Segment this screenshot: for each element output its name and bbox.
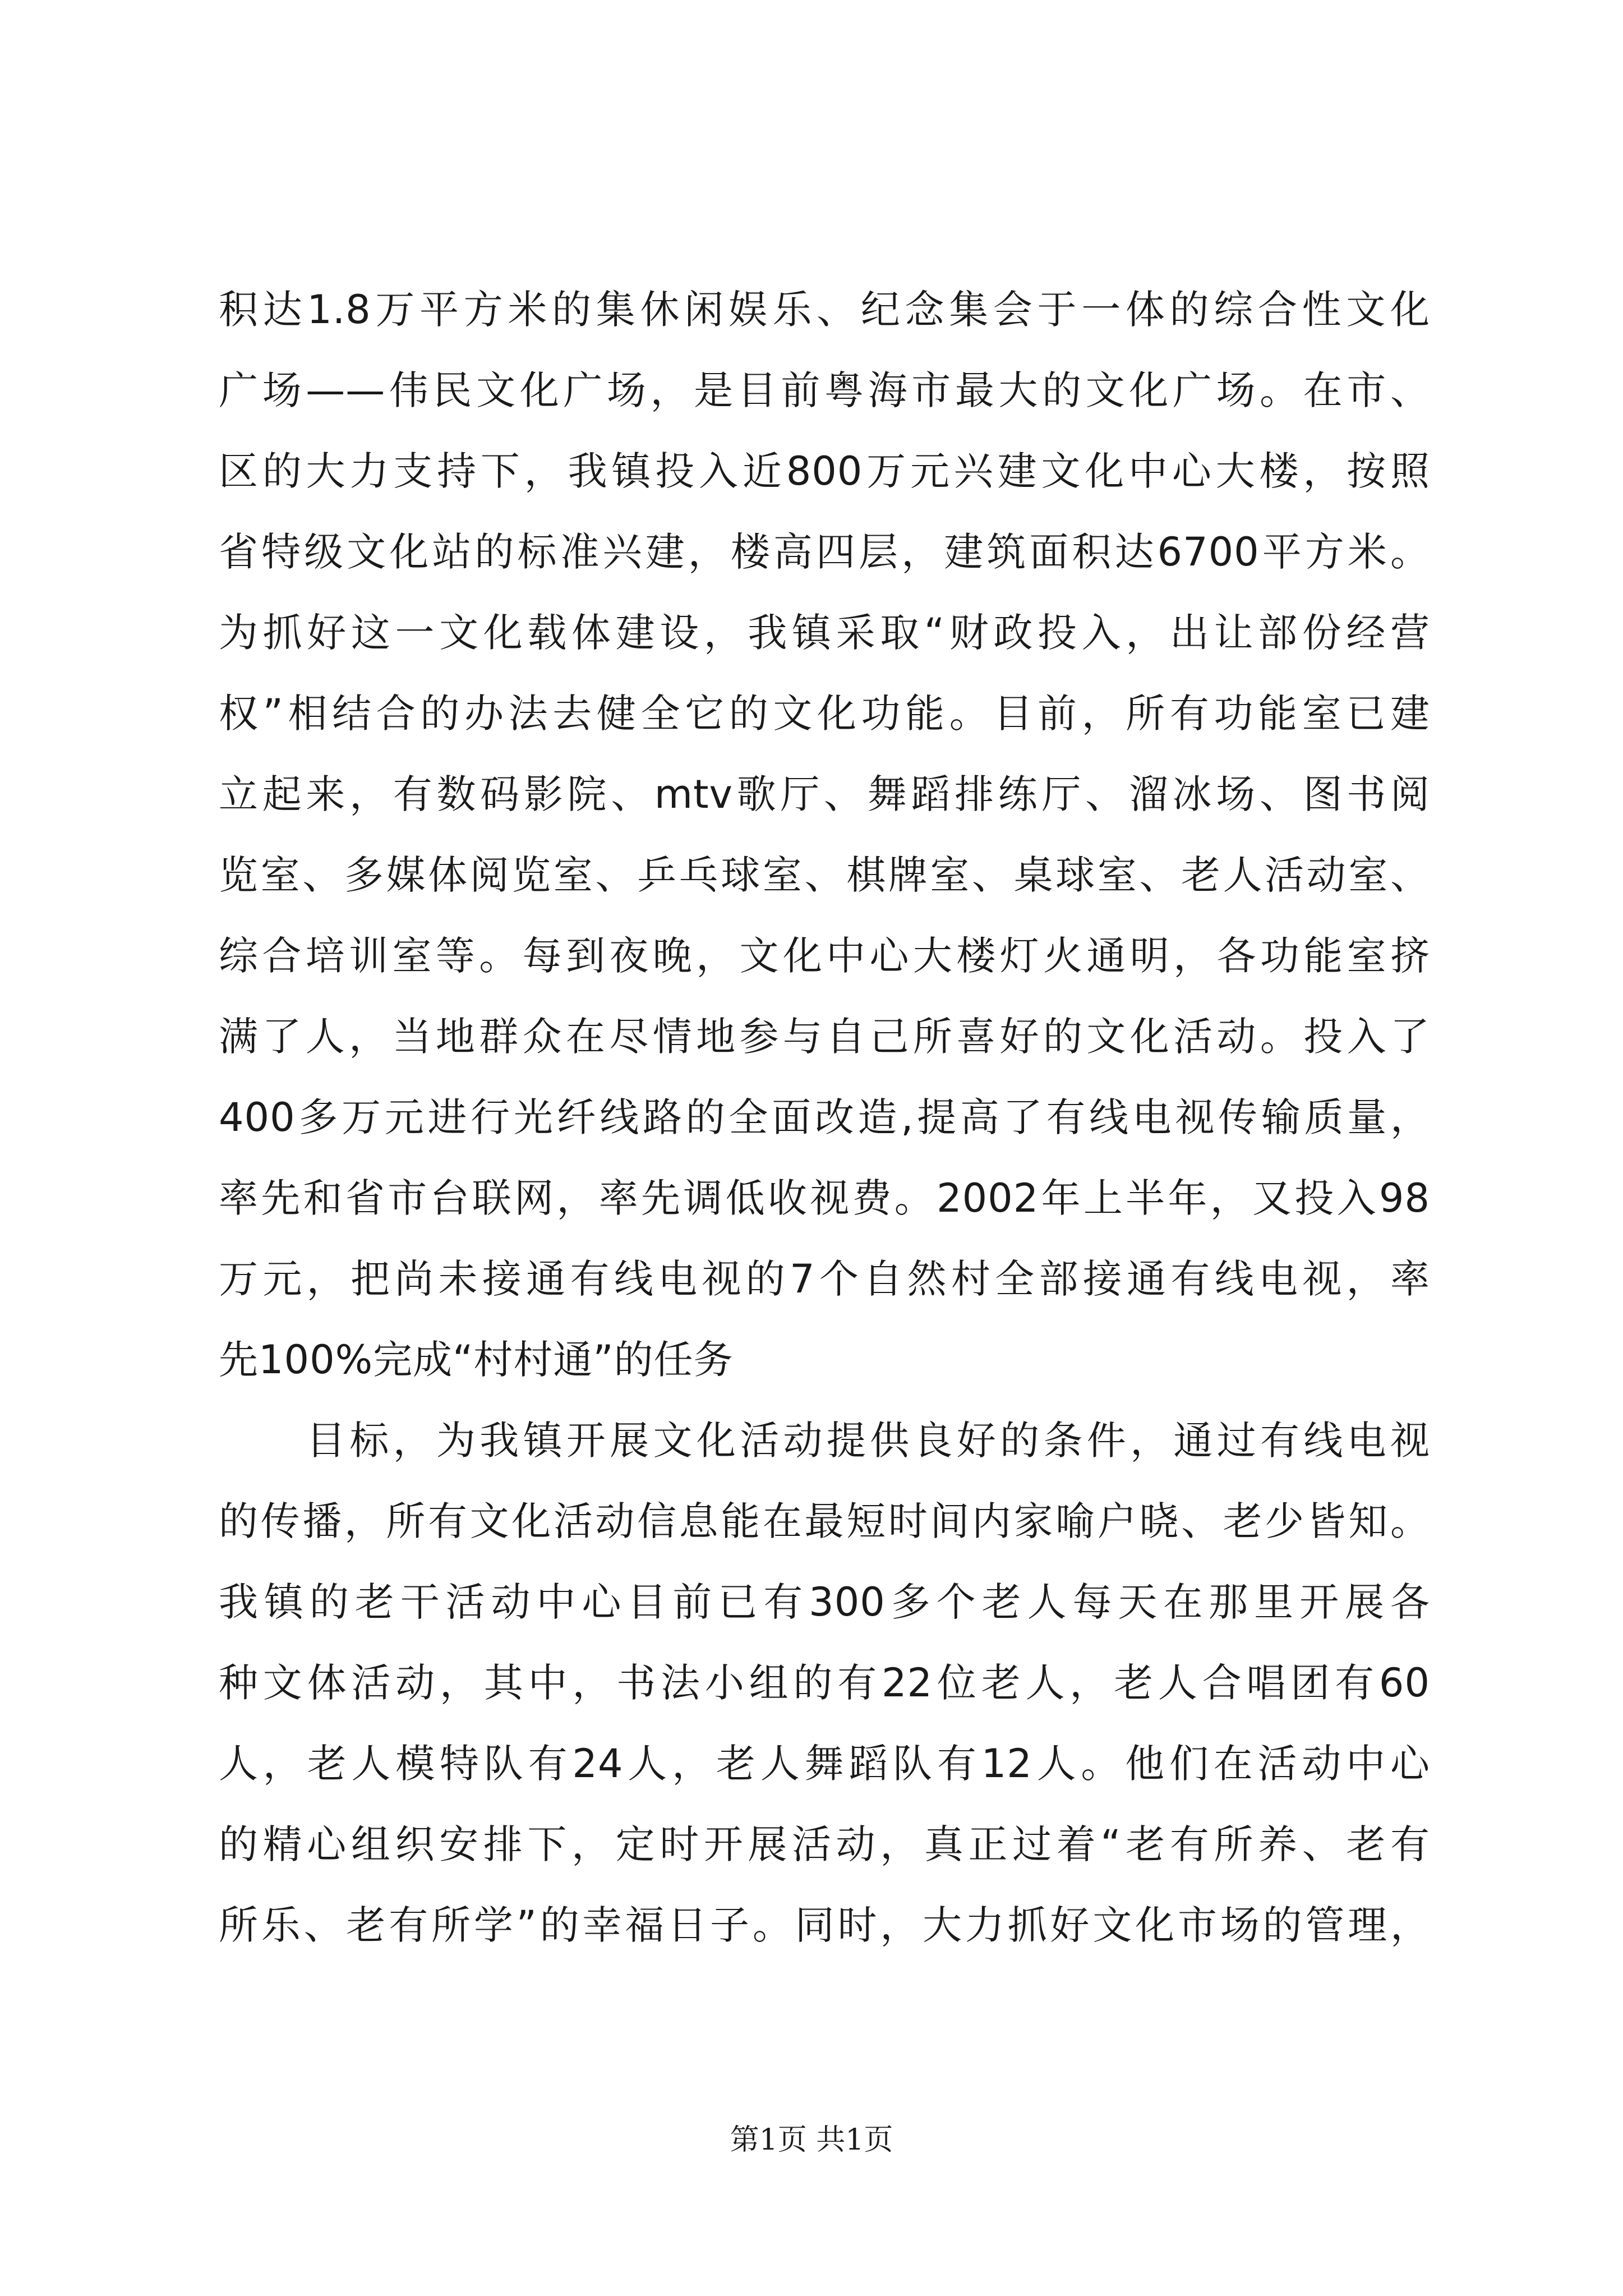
text-line: 省特级文化站的标准兴建，楼高四层，建筑面积达6700平方米。	[219, 529, 1430, 575]
text-line-paragraph-end: 先100%完成“村村通”的任务	[219, 1337, 734, 1383]
text-line: 万元，把尚未接通有线电视的7个自然村全部接通有线电视，率	[219, 1256, 1430, 1302]
text-line: 种文体活动，其中，书法小组的有22位老人，老人合唱团有60	[219, 1660, 1430, 1706]
text-line: 人，老人模特队有24人，老人舞蹈队有12人。他们在活动中心	[219, 1741, 1430, 1787]
text-line: 权”相结合的办法去健全它的文化功能。目前，所有功能室已建	[219, 691, 1430, 737]
text-line: 综合培训室等。每到夜晚，文化中心大楼灯火通明，各功能室挤	[219, 933, 1430, 979]
text-line: 览室、多媒体阅览室、乒乓球室、棋牌室、桌球室、老人活动室、	[219, 852, 1430, 898]
text-line: 满了人，当地群众在尽情地参与自己所喜好的文化活动。投入了	[219, 1014, 1430, 1060]
text-line: 立起来，有数码影院、mtv歌厅、舞蹈排练厅、溜冰场、图书阅	[219, 771, 1430, 817]
text-line: 的精心组织安排下，定时开展活动，真正过着“老有所养、老有	[219, 1821, 1430, 1867]
text-line: 我镇的老干活动中心目前已有300多个老人每天在那里开展各	[219, 1579, 1430, 1625]
text-line: 所乐、老有所学”的幸福日子。同时，大力抓好文化市场的管理，	[219, 1902, 1430, 1948]
text-line: 400多万元进行光纤线路的全面改造,提高了有线电视传输质量，	[219, 1094, 1430, 1140]
text-line: 的传播，所有文化活动信息能在最短时间内家喻户晓、老少皆知。	[219, 1498, 1430, 1544]
document-body	[219, 269, 1430, 1966]
text-line: 区的大力支持下，我镇投入近800万元兴建文化中心大楼，按照	[219, 448, 1430, 494]
text-line-paragraph-start: 目标，为我镇开展文化活动提供良好的条件，通过有线电视	[306, 1418, 1430, 1464]
text-line: 广场——伟民文化广场，是目前粤海市最大的文化广场。在市、	[219, 367, 1430, 413]
text-line: 为抓好这一文化载体建设，我镇采取“财政投入，出让部份经营	[219, 610, 1430, 656]
page-number-footer: 第1页 共1页	[730, 2123, 893, 2157]
text-line: 积达1.8万平方米的集休闲娱乐、纪念集会于一体的综合性文化	[219, 287, 1430, 333]
text-line: 率先和省市台联网，率先调低收视费。2002年上半年，又投入98	[219, 1175, 1430, 1221]
